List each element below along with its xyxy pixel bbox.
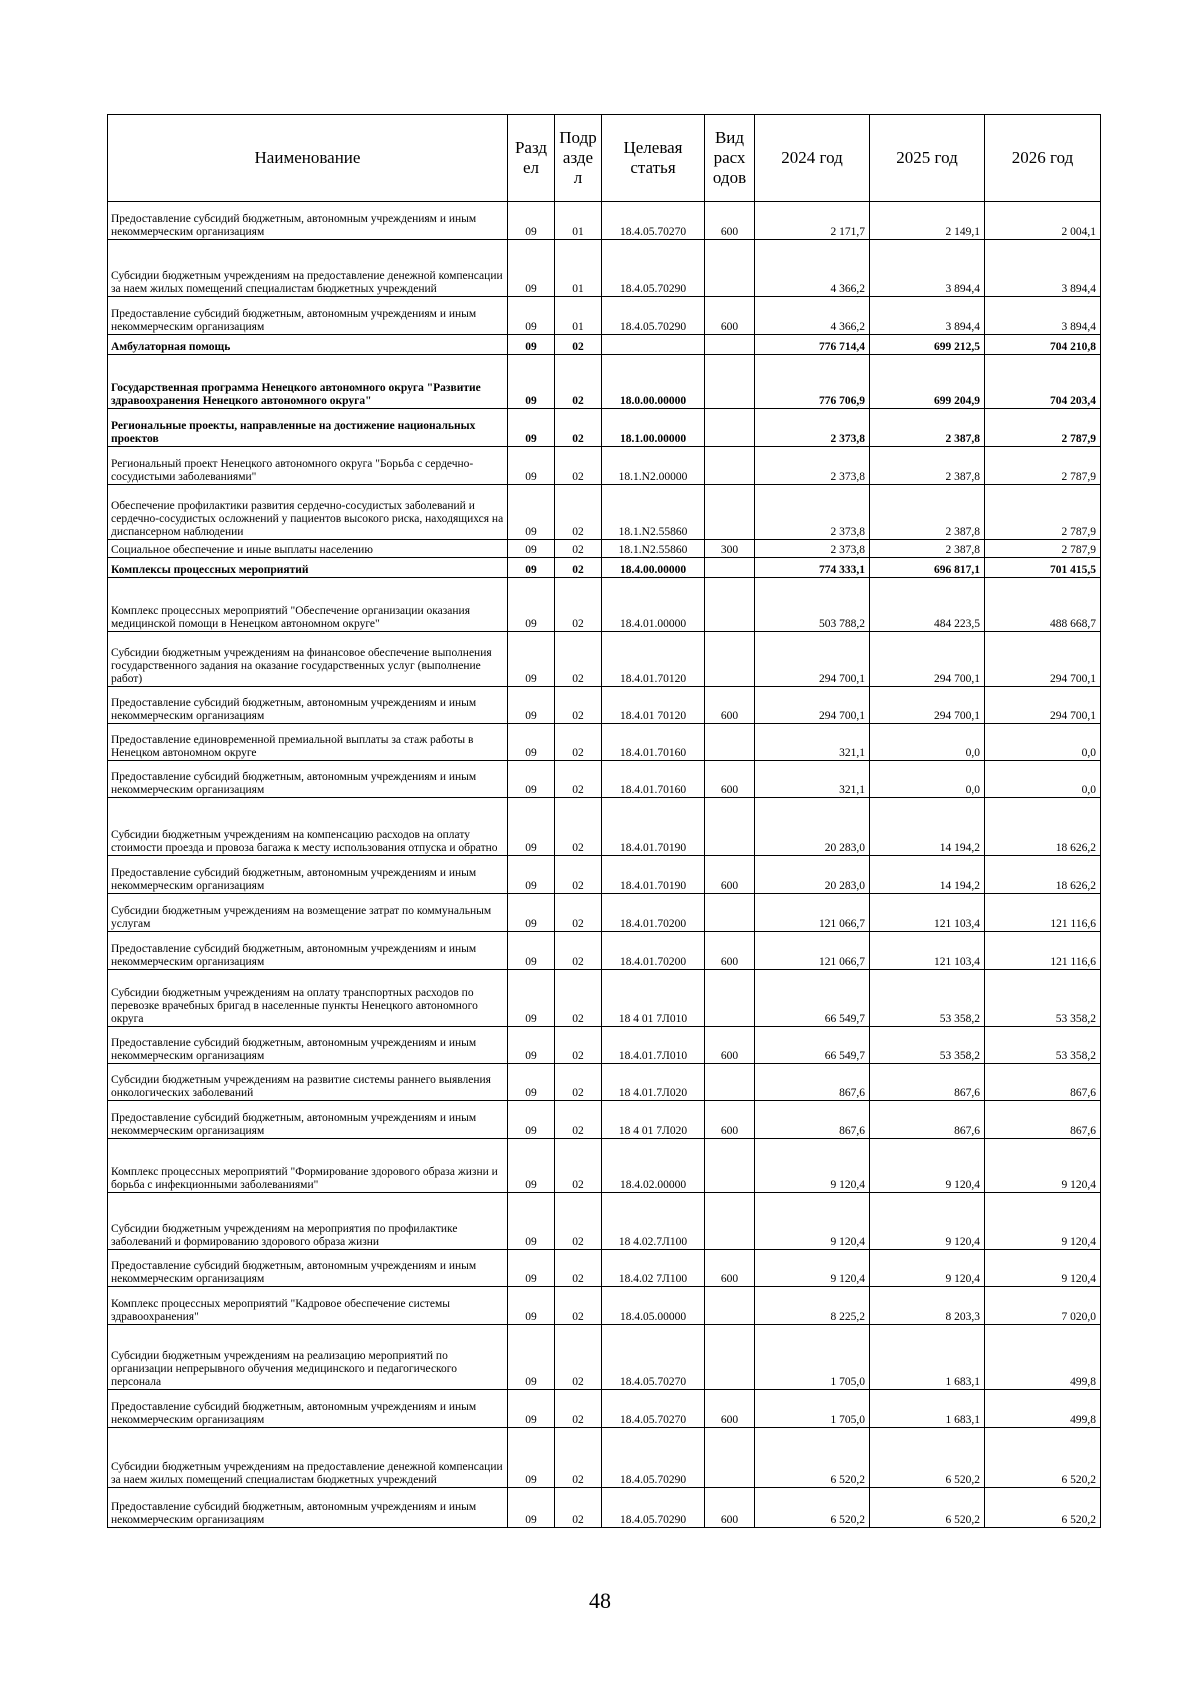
table-row xyxy=(108,932,1101,970)
row-value-2024: 9 120,4 xyxy=(755,1250,870,1287)
row-expense-type: 600 xyxy=(705,761,755,798)
row-expense-type xyxy=(705,485,755,540)
row-expense-type: 600 xyxy=(705,687,755,724)
row-name: Комплекс процессных мероприятий "Кадровое обеспечение системы здравоохранения" xyxy=(108,1287,508,1325)
table-row xyxy=(108,335,1101,355)
row-target-article: 18 4.01.7Л020 xyxy=(602,1064,705,1101)
row-subsection: 02 xyxy=(555,335,602,355)
row-subsection: 02 xyxy=(555,355,602,409)
row-value-2026: 867,6 xyxy=(985,1101,1101,1139)
row-value-2024: 20 283,0 xyxy=(755,798,870,856)
row-value-2024: 321,1 xyxy=(755,724,870,761)
row-value-2026: 6 520,2 xyxy=(985,1428,1101,1488)
row-section: 09 xyxy=(508,1250,555,1287)
row-subsection: 02 xyxy=(555,798,602,856)
row-target-article: 18.4.02 7Л100 xyxy=(602,1250,705,1287)
row-value-2024: 867,6 xyxy=(755,1064,870,1101)
col-header-year-2024: 2024 год xyxy=(755,115,870,202)
col-header-target-article: Целевая статья xyxy=(602,115,705,202)
row-expense-type: 300 xyxy=(705,540,755,558)
row-subsection: 02 xyxy=(555,894,602,932)
table-row xyxy=(108,540,1101,558)
row-section: 09 xyxy=(508,202,555,240)
row-name: Субсидии бюджетным учреждениям на развитие системы раннего выявления онкологических заболеваний xyxy=(108,1064,508,1101)
row-name: Субсидии бюджетным учреждениям на предоставление денежной компенсации за наем жилых помещений специалистам бюджетных учреждений xyxy=(108,240,508,297)
row-value-2026: 499,8 xyxy=(985,1390,1101,1428)
row-value-2024: 4 366,2 xyxy=(755,240,870,297)
row-name: Комплексы процессных мероприятий xyxy=(108,558,508,578)
row-expense-type: 600 xyxy=(705,1488,755,1528)
row-name: Предоставление субсидий бюджетным, автономным учреждениям и иным некоммерческим организациям xyxy=(108,1027,508,1064)
row-value-2026: 0,0 xyxy=(985,761,1101,798)
row-name: Предоставление субсидий бюджетным, автономным учреждениям и иным некоммерческим организациям xyxy=(108,1101,508,1139)
table-row xyxy=(108,1390,1101,1428)
row-target-article: 18.4.05.70290 xyxy=(602,240,705,297)
row-section: 09 xyxy=(508,1488,555,1528)
row-target-article: 18.4.01.70190 xyxy=(602,856,705,894)
row-section: 09 xyxy=(508,761,555,798)
row-value-2025: 1 683,1 xyxy=(870,1325,985,1390)
row-value-2026: 9 120,4 xyxy=(985,1193,1101,1250)
row-value-2025: 2 387,8 xyxy=(870,540,985,558)
row-value-2025: 699 212,5 xyxy=(870,335,985,355)
row-target-article: 18.4.02.00000 xyxy=(602,1139,705,1193)
col-header-expense-type: Вид расх одов xyxy=(705,115,755,202)
row-value-2024: 776 714,4 xyxy=(755,335,870,355)
row-section: 09 xyxy=(508,632,555,687)
row-value-2026: 867,6 xyxy=(985,1064,1101,1101)
row-expense-type xyxy=(705,798,755,856)
table-row xyxy=(108,1250,1101,1287)
row-subsection: 02 xyxy=(555,1139,602,1193)
row-name: Субсидии бюджетным учреждениям на реализацию мероприятий по организации непрерывного обучения медицинского и педагогического персонала xyxy=(108,1325,508,1390)
row-name: Предоставление единовременной премиальной выплаты за стаж работы в Ненецком автономном округе xyxy=(108,724,508,761)
row-subsection: 01 xyxy=(555,202,602,240)
table-row xyxy=(108,856,1101,894)
table-row xyxy=(108,970,1101,1027)
row-target-article: 18.4.01.70120 xyxy=(602,632,705,687)
table-row xyxy=(108,1101,1101,1139)
row-value-2024: 294 700,1 xyxy=(755,687,870,724)
row-subsection: 02 xyxy=(555,447,602,485)
row-value-2025: 294 700,1 xyxy=(870,687,985,724)
row-section: 09 xyxy=(508,687,555,724)
row-expense-type xyxy=(705,447,755,485)
row-value-2025: 0,0 xyxy=(870,761,985,798)
row-target-article: 18.1.N2.00000 xyxy=(602,447,705,485)
row-name: Предоставление субсидий бюджетным, автономным учреждениям и иным некоммерческим организациям xyxy=(108,932,508,970)
table-row xyxy=(108,578,1101,632)
row-value-2026: 9 120,4 xyxy=(985,1139,1101,1193)
row-target-article: 18.1.00.00000 xyxy=(602,409,705,447)
row-expense-type: 600 xyxy=(705,932,755,970)
row-subsection: 02 xyxy=(555,970,602,1027)
table-row xyxy=(108,761,1101,798)
row-value-2024: 1 705,0 xyxy=(755,1390,870,1428)
row-expense-type xyxy=(705,335,755,355)
row-target-article: 18.4.01.7Л010 xyxy=(602,1027,705,1064)
row-value-2025: 2 387,8 xyxy=(870,447,985,485)
row-value-2024: 66 549,7 xyxy=(755,970,870,1027)
row-subsection: 02 xyxy=(555,724,602,761)
table-row xyxy=(108,297,1101,335)
row-target-article: 18.4.01.70200 xyxy=(602,894,705,932)
row-subsection: 02 xyxy=(555,1325,602,1390)
table-row xyxy=(108,240,1101,297)
table-body xyxy=(108,202,1101,1528)
col-header-year-2026: 2026 год xyxy=(985,115,1101,202)
row-subsection: 02 xyxy=(555,1064,602,1101)
row-section: 09 xyxy=(508,578,555,632)
row-subsection: 02 xyxy=(555,687,602,724)
row-section: 09 xyxy=(508,409,555,447)
row-value-2026: 499,8 xyxy=(985,1325,1101,1390)
row-value-2026: 2 787,9 xyxy=(985,540,1101,558)
row-expense-type: 600 xyxy=(705,1027,755,1064)
row-name: Обеспечение профилактики развития сердечно-сосудистых заболеваний и сердечно-сосудистых осложнений у пациентов высокого риска, находящихся на диспансерном наблюдении xyxy=(108,485,508,540)
row-value-2024: 2 373,8 xyxy=(755,485,870,540)
table-row xyxy=(108,558,1101,578)
row-subsection: 01 xyxy=(555,297,602,335)
row-value-2024: 776 706,9 xyxy=(755,355,870,409)
row-subsection: 02 xyxy=(555,578,602,632)
row-section: 09 xyxy=(508,1064,555,1101)
row-expense-type xyxy=(705,1287,755,1325)
table-row xyxy=(108,1287,1101,1325)
row-target-article: 18.4.05.00000 xyxy=(602,1287,705,1325)
row-name: Региональные проекты, направленные на достижение национальных проектов xyxy=(108,409,508,447)
row-section: 09 xyxy=(508,1428,555,1488)
row-expense-type: 600 xyxy=(705,1250,755,1287)
row-value-2024: 321,1 xyxy=(755,761,870,798)
row-expense-type xyxy=(705,1428,755,1488)
row-target-article: 18.4.01.70190 xyxy=(602,798,705,856)
row-subsection: 02 xyxy=(555,1027,602,1064)
col-header-subsection: Подр азде л xyxy=(555,115,602,202)
row-value-2025: 9 120,4 xyxy=(870,1139,985,1193)
row-value-2024: 2 171,7 xyxy=(755,202,870,240)
row-section: 09 xyxy=(508,558,555,578)
row-value-2025: 9 120,4 xyxy=(870,1193,985,1250)
row-value-2024: 20 283,0 xyxy=(755,856,870,894)
row-value-2026: 7 020,0 xyxy=(985,1287,1101,1325)
row-section: 09 xyxy=(508,932,555,970)
row-expense-type: 600 xyxy=(705,1101,755,1139)
row-target-article: 18.4.05.70270 xyxy=(602,202,705,240)
row-expense-type xyxy=(705,355,755,409)
row-value-2025: 8 203,3 xyxy=(870,1287,985,1325)
row-value-2024: 503 788,2 xyxy=(755,578,870,632)
row-section: 09 xyxy=(508,894,555,932)
row-value-2026: 704 203,4 xyxy=(985,355,1101,409)
row-subsection: 02 xyxy=(555,632,602,687)
row-expense-type xyxy=(705,632,755,687)
row-name: Предоставление субсидий бюджетным, автономным учреждениям и иным некоммерческим организациям xyxy=(108,687,508,724)
row-value-2026: 18 626,2 xyxy=(985,856,1101,894)
row-target-article: 18.4.01 70120 xyxy=(602,687,705,724)
row-value-2026: 6 520,2 xyxy=(985,1488,1101,1528)
row-value-2024: 1 705,0 xyxy=(755,1325,870,1390)
row-value-2025: 1 683,1 xyxy=(870,1390,985,1428)
row-name: Субсидии бюджетным учреждениям на возмещение затрат по коммунальным услугам xyxy=(108,894,508,932)
row-value-2025: 53 358,2 xyxy=(870,1027,985,1064)
row-subsection: 02 xyxy=(555,1250,602,1287)
row-value-2025: 6 520,2 xyxy=(870,1488,985,1528)
row-value-2024: 867,6 xyxy=(755,1101,870,1139)
row-value-2025: 699 204,9 xyxy=(870,355,985,409)
row-value-2026: 704 210,8 xyxy=(985,335,1101,355)
row-expense-type xyxy=(705,558,755,578)
row-expense-type xyxy=(705,970,755,1027)
row-section: 09 xyxy=(508,355,555,409)
row-value-2025: 696 817,1 xyxy=(870,558,985,578)
row-value-2024: 66 549,7 xyxy=(755,1027,870,1064)
row-value-2025: 484 223,5 xyxy=(870,578,985,632)
row-value-2025: 2 387,8 xyxy=(870,409,985,447)
row-section: 09 xyxy=(508,335,555,355)
table-row xyxy=(108,202,1101,240)
row-value-2026: 121 116,6 xyxy=(985,894,1101,932)
row-target-article: 18.4.05.70290 xyxy=(602,1428,705,1488)
row-subsection: 02 xyxy=(555,761,602,798)
row-value-2026: 488 668,7 xyxy=(985,578,1101,632)
row-value-2026: 701 415,5 xyxy=(985,558,1101,578)
row-target-article: 18.1.N2.55860 xyxy=(602,485,705,540)
table-row xyxy=(108,1027,1101,1064)
row-target-article: 18 4 01 7Л010 xyxy=(602,970,705,1027)
row-value-2025: 121 103,4 xyxy=(870,894,985,932)
row-name: Региональный проект Ненецкого автономного округа "Борьба с сердечно-сосудистыми заболеваниями" xyxy=(108,447,508,485)
row-target-article: 18.4.01.70200 xyxy=(602,932,705,970)
col-header-name: Наименование xyxy=(108,115,508,202)
row-target-article: 18.4.05.70290 xyxy=(602,1488,705,1528)
table-row xyxy=(108,1488,1101,1528)
table-row xyxy=(108,409,1101,447)
row-value-2026: 294 700,1 xyxy=(985,632,1101,687)
row-value-2026: 9 120,4 xyxy=(985,1250,1101,1287)
table-row xyxy=(108,485,1101,540)
table-row xyxy=(108,447,1101,485)
row-name: Субсидии бюджетным учреждениям на предоставление денежной компенсации за наем жилых помещений специалистам бюджетных учреждений xyxy=(108,1428,508,1488)
row-target-article: 18 4 01 7Л020 xyxy=(602,1101,705,1139)
row-target-article: 18.4.05.70290 xyxy=(602,297,705,335)
row-name: Предоставление субсидий бюджетным, автономным учреждениям и иным некоммерческим организациям xyxy=(108,856,508,894)
row-name: Амбулаторная помощь xyxy=(108,335,508,355)
row-section: 09 xyxy=(508,447,555,485)
row-value-2024: 121 066,7 xyxy=(755,932,870,970)
row-expense-type xyxy=(705,240,755,297)
budget-table xyxy=(107,114,1101,1528)
row-value-2025: 867,6 xyxy=(870,1101,985,1139)
row-expense-type xyxy=(705,894,755,932)
row-target-article: 18.4.01.00000 xyxy=(602,578,705,632)
row-target-article: 18.1.N2.55860 xyxy=(602,540,705,558)
table-row xyxy=(108,798,1101,856)
row-value-2024: 4 366,2 xyxy=(755,297,870,335)
row-name: Комплекс процессных мероприятий "Обеспечение организации оказания медицинской помощи в Ненецком автономном округе" xyxy=(108,578,508,632)
row-subsection: 02 xyxy=(555,558,602,578)
row-value-2024: 2 373,8 xyxy=(755,409,870,447)
row-value-2026: 2 787,9 xyxy=(985,409,1101,447)
row-value-2026: 294 700,1 xyxy=(985,687,1101,724)
row-value-2025: 2 387,8 xyxy=(870,485,985,540)
table-row xyxy=(108,355,1101,409)
row-value-2024: 2 373,8 xyxy=(755,540,870,558)
row-value-2025: 6 520,2 xyxy=(870,1428,985,1488)
row-value-2026: 0,0 xyxy=(985,724,1101,761)
row-name: Государственная программа Ненецкого автономного округа "Развитие здравоохранения Ненецкого автономного округа" xyxy=(108,355,508,409)
row-value-2024: 6 520,2 xyxy=(755,1488,870,1528)
row-expense-type: 600 xyxy=(705,202,755,240)
table-row xyxy=(108,1193,1101,1250)
row-target-article: 18.4.01.70160 xyxy=(602,724,705,761)
row-value-2025: 14 194,2 xyxy=(870,856,985,894)
row-value-2025: 9 120,4 xyxy=(870,1250,985,1287)
row-value-2025: 867,6 xyxy=(870,1064,985,1101)
row-value-2025: 121 103,4 xyxy=(870,932,985,970)
row-section: 09 xyxy=(508,540,555,558)
row-value-2025: 0,0 xyxy=(870,724,985,761)
row-section: 09 xyxy=(508,485,555,540)
table-row xyxy=(108,687,1101,724)
row-name: Субсидии бюджетным учреждениям на оплату транспортных расходов по перевозке врачебных бригад в населенные пункты Ненецкого автономного округа xyxy=(108,970,508,1027)
col-header-year-2025: 2025 год xyxy=(870,115,985,202)
row-target-article: 18.4.05.70270 xyxy=(602,1325,705,1390)
row-expense-type: 600 xyxy=(705,856,755,894)
row-expense-type xyxy=(705,409,755,447)
table-row xyxy=(108,1139,1101,1193)
row-name: Комплекс процессных мероприятий "Формирование здорового образа жизни и борьба с инфекционными заболеваниями" xyxy=(108,1139,508,1193)
row-subsection: 02 xyxy=(555,1488,602,1528)
row-target-article: 18 4.02.7Л100 xyxy=(602,1193,705,1250)
row-expense-type: 600 xyxy=(705,1390,755,1428)
row-name: Предоставление субсидий бюджетным, автономным учреждениям и иным некоммерческим организациям xyxy=(108,1488,508,1528)
row-value-2024: 9 120,4 xyxy=(755,1193,870,1250)
row-section: 09 xyxy=(508,724,555,761)
row-value-2025: 14 194,2 xyxy=(870,798,985,856)
row-expense-type xyxy=(705,1064,755,1101)
row-value-2026: 53 358,2 xyxy=(985,970,1101,1027)
row-expense-type: 600 xyxy=(705,297,755,335)
row-section: 09 xyxy=(508,798,555,856)
row-subsection: 02 xyxy=(555,1101,602,1139)
row-expense-type xyxy=(705,724,755,761)
row-subsection: 02 xyxy=(555,540,602,558)
row-value-2025: 53 358,2 xyxy=(870,970,985,1027)
table-row xyxy=(108,894,1101,932)
row-subsection: 02 xyxy=(555,485,602,540)
table-header-row xyxy=(108,115,1101,202)
row-section: 09 xyxy=(508,1193,555,1250)
row-section: 09 xyxy=(508,1027,555,1064)
row-section: 09 xyxy=(508,297,555,335)
row-section: 09 xyxy=(508,856,555,894)
col-header-section: Разд ел xyxy=(508,115,555,202)
row-value-2024: 774 333,1 xyxy=(755,558,870,578)
row-value-2026: 3 894,4 xyxy=(985,297,1101,335)
row-name: Предоставление субсидий бюджетным, автономным учреждениям и иным некоммерческим организациям xyxy=(108,761,508,798)
row-target-article: 18.4.05.70270 xyxy=(602,1390,705,1428)
row-subsection: 02 xyxy=(555,1390,602,1428)
row-value-2024: 294 700,1 xyxy=(755,632,870,687)
row-value-2025: 3 894,4 xyxy=(870,240,985,297)
row-value-2024: 9 120,4 xyxy=(755,1139,870,1193)
table-row xyxy=(108,1064,1101,1101)
row-value-2024: 2 373,8 xyxy=(755,447,870,485)
row-name: Предоставление субсидий бюджетным, автономным учреждениям и иным некоммерческим организациям xyxy=(108,1250,508,1287)
row-section: 09 xyxy=(508,1390,555,1428)
row-subsection: 02 xyxy=(555,409,602,447)
row-name: Социальное обеспечение и иные выплаты населению xyxy=(108,540,508,558)
row-value-2026: 18 626,2 xyxy=(985,798,1101,856)
row-section: 09 xyxy=(508,970,555,1027)
row-value-2026: 2 004,1 xyxy=(985,202,1101,240)
row-expense-type xyxy=(705,1139,755,1193)
row-subsection: 02 xyxy=(555,1287,602,1325)
row-subsection: 02 xyxy=(555,1193,602,1250)
table-row xyxy=(108,632,1101,687)
row-value-2024: 8 225,2 xyxy=(755,1287,870,1325)
row-target-article: 18.0.00.00000 xyxy=(602,355,705,409)
row-value-2026: 3 894,4 xyxy=(985,240,1101,297)
row-section: 09 xyxy=(508,1101,555,1139)
row-value-2024: 6 520,2 xyxy=(755,1428,870,1488)
row-value-2026: 121 116,6 xyxy=(985,932,1101,970)
row-value-2025: 294 700,1 xyxy=(870,632,985,687)
row-value-2026: 2 787,9 xyxy=(985,447,1101,485)
row-value-2026: 2 787,9 xyxy=(985,485,1101,540)
row-subsection: 02 xyxy=(555,932,602,970)
row-subsection: 02 xyxy=(555,856,602,894)
row-name: Субсидии бюджетным учреждениям на финансовое обеспечение выполнения государственного задания на оказание государственных услуг (выполнение работ) xyxy=(108,632,508,687)
row-name: Субсидии бюджетным учреждениям на компенсацию расходов на оплату стоимости проезда и провоза багажа к месту использования отпуска и обратно xyxy=(108,798,508,856)
row-name: Предоставление субсидий бюджетным, автономным учреждениям и иным некоммерческим организациям xyxy=(108,1390,508,1428)
row-expense-type xyxy=(705,578,755,632)
row-section: 09 xyxy=(508,240,555,297)
row-value-2025: 2 149,1 xyxy=(870,202,985,240)
row-value-2026: 53 358,2 xyxy=(985,1027,1101,1064)
row-section: 09 xyxy=(508,1287,555,1325)
row-expense-type xyxy=(705,1325,755,1390)
table-row xyxy=(108,1428,1101,1488)
row-value-2024: 121 066,7 xyxy=(755,894,870,932)
row-subsection: 01 xyxy=(555,240,602,297)
row-target-article: 18.4.01.70160 xyxy=(602,761,705,798)
row-expense-type xyxy=(705,1193,755,1250)
row-section: 09 xyxy=(508,1325,555,1390)
row-name: Предоставление субсидий бюджетным, автономным учреждениям и иным некоммерческим организациям xyxy=(108,297,508,335)
row-section: 09 xyxy=(508,1139,555,1193)
row-target-article xyxy=(602,335,705,355)
table-row xyxy=(108,724,1101,761)
row-name: Предоставление субсидий бюджетным, автономным учреждениям и иным некоммерческим организациям xyxy=(108,202,508,240)
row-target-article: 18.4.00.00000 xyxy=(602,558,705,578)
table-row xyxy=(108,1325,1101,1390)
row-name: Субсидии бюджетным учреждениям на мероприятия по профилактике заболеваний и формированию здорового образа жизни xyxy=(108,1193,508,1250)
row-value-2025: 3 894,4 xyxy=(870,297,985,335)
row-subsection: 02 xyxy=(555,1428,602,1488)
page-number: 48 xyxy=(589,1588,611,1613)
